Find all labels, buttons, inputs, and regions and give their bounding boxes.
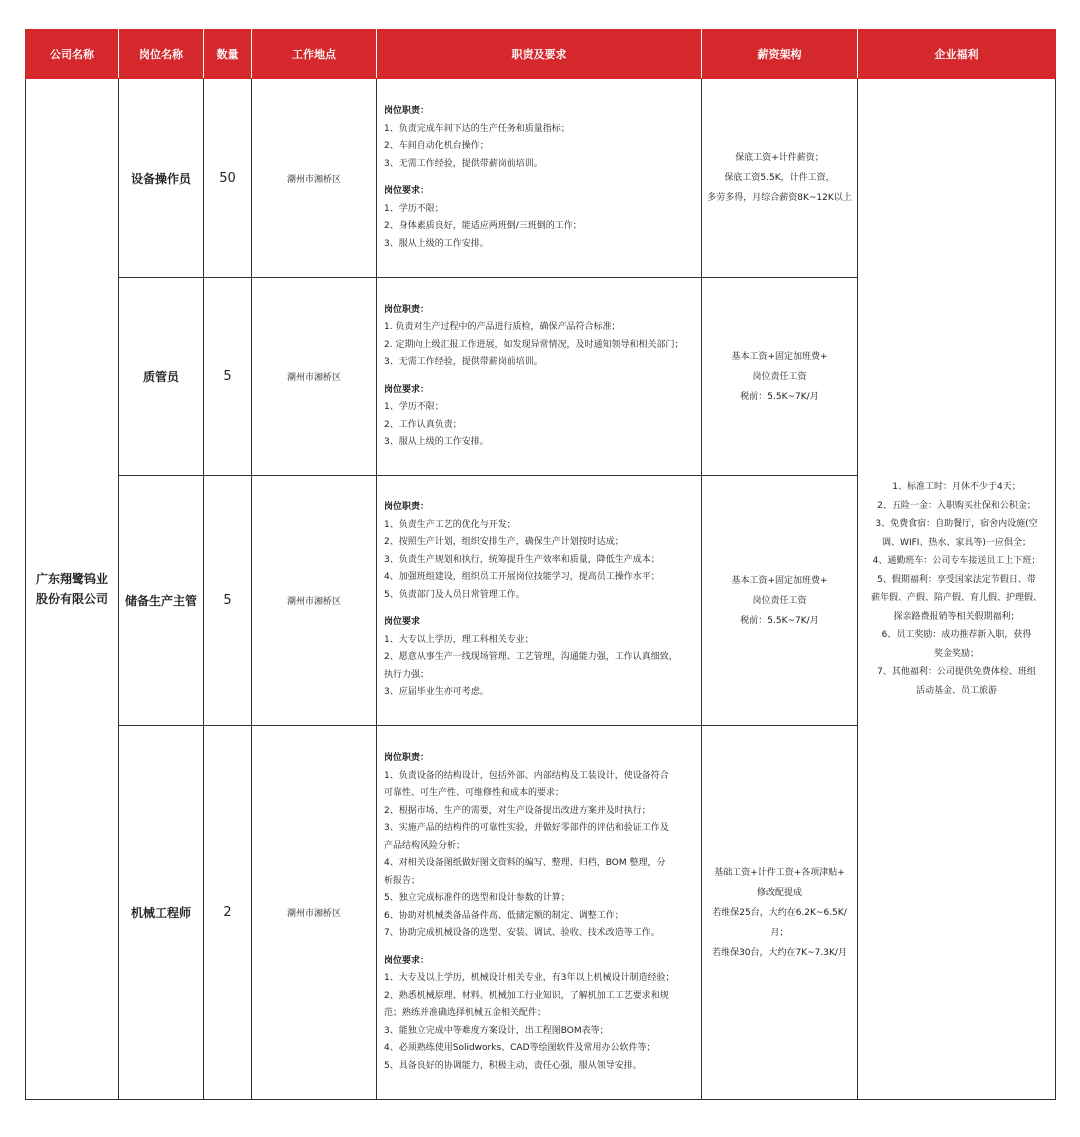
requirements-title: 岗位要求： [384, 955, 430, 966]
salary-line: 岗位责任工资 [752, 595, 807, 606]
duty-line: 1. 负责对生产过程中的产品进行质检，确保产品符合标准； [384, 322, 621, 332]
company-cell [26, 79, 119, 1100]
duty-line: 2、车间自动化机台操作； [384, 141, 489, 151]
requirement-line: 1、大专以上学历，理工科相关专业； [384, 634, 534, 645]
requirement-line: 3、应届毕业生亦可考虑。 [384, 687, 489, 698]
requirement-line: 2、愿意从事生产一线现场管理、工艺管理，沟通能力强，工作认真细致， [384, 652, 678, 663]
work-location: 潮州市湘桥区 [252, 726, 377, 1100]
salary-cell [702, 278, 858, 476]
requirement-line: 1、学历不限； [384, 203, 444, 214]
company-name-line: 广东翔鹭钨业 [35, 572, 108, 586]
duty-line: 2. 定期向上级汇报工作进展，如发现异常情况，及时通知领导和相关部门； [384, 339, 684, 350]
duty-line: 3、负责生产规划和执行，统筹提升生产效率和质量，降低生产成本； [384, 554, 660, 565]
benefit-line: 调、WIFI、热水、家具等)一应俱全； [882, 537, 1031, 548]
duties-title: 岗位职责： [384, 753, 430, 763]
benefit-line: 5、假期福利：享受国家法定节假日、带 [877, 574, 1036, 585]
duty-line: 7、协助完成机械设备的选型、安装、调试、验收、技术改造等工作。 [384, 928, 660, 938]
position-name: 机械工程师 [119, 726, 204, 1100]
duty-line: 1、负责设备的结构设计，包括外部、内部结构及工装设计，使设备符合 [384, 770, 669, 781]
benefit-line: 1、标准工时：月休不少于4天； [892, 482, 1021, 492]
benefit-line: 探亲路费报销等相关假期福利； [893, 611, 1020, 622]
requirement-line: 1、大专及以上学历，机械设计相关专业，有3年以上机械设计制造经验； [384, 973, 675, 983]
duties-cell [377, 79, 702, 278]
requirement-line: 2、工作认真负责； [384, 419, 462, 430]
duty-line: 析报告； [384, 875, 421, 886]
salary-line: 税前：5.5K~7K/月 [740, 615, 819, 626]
header-row [26, 30, 1056, 79]
salary-line: 保底工资+计件薪资； [735, 153, 824, 163]
requirement-line: 3、能独立完成中等难度方案设计，出工程图BOM表等； [384, 1025, 609, 1036]
requirement-line: 2、身体素质良好，能适应两班倒/三班倒的工作； [384, 221, 582, 231]
requirement-line: 执行力强； [384, 669, 430, 680]
position-name: 储备生产主管 [119, 476, 204, 726]
benefit-line: 3、免费食宿：自助餐厅，宿舍内设施(空 [875, 519, 1038, 529]
duty-line: 可靠性、可生产性、可维修性和成本的要求； [384, 788, 565, 798]
salary-line: 若维保30台，大约在7K~7.3K/月 [712, 947, 847, 958]
duty-line: 4、对相关设备图纸做好图文资料的编写、整理、归档，BOM 整理，分 [384, 858, 666, 868]
position-count: 5 [204, 278, 252, 476]
duty-line: 4、加强班组建设，组织员工开展岗位技能学习，提高员工操作水平； [384, 572, 660, 583]
duty-line: 1、负责生产工艺的优化与开发； [384, 519, 516, 530]
salary-cell [702, 476, 858, 726]
benefit-line: 7、其他福利：公司提供免费体检、班组 [877, 667, 1036, 677]
salary-line: 基本工资+固定加班费+ [731, 575, 828, 586]
requirement-line: 2、熟悉机械原理、材料、机械加工行业知识，了解机加工工艺要求和规 [384, 990, 669, 1001]
duty-line: 5、负责部门及人员日常管理工作。 [384, 589, 525, 600]
position-count: 50 [204, 79, 252, 278]
table-row [26, 79, 1056, 278]
salary-line: 多劳多得，月综合薪资8K~12K以上 [707, 193, 852, 203]
recruitment-table [25, 29, 1056, 1100]
position-count: 5 [204, 476, 252, 726]
requirement-line: 4、必须熟练使用Solidworks、CAD等绘图软件及常用办公软件等； [384, 1043, 656, 1053]
salary-line: 岗位责任工资 [752, 371, 807, 382]
requirement-line: 1、学历不限； [384, 402, 444, 412]
benefit-line: 活动基金、员工旅游 [915, 685, 997, 696]
salary-line: 修改配提成 [756, 887, 802, 898]
duties-cell [377, 726, 702, 1100]
position-name: 设备操作员 [119, 79, 204, 278]
duties-cell [377, 278, 702, 476]
work-location: 潮州市湘桥区 [252, 278, 377, 476]
requirement-line: 3、服从上级的工作安排。 [384, 437, 489, 447]
salary-line: 税前：5.5K~7K/月 [740, 391, 819, 402]
duty-line: 2、按照生产计划，组织安排生产，确保生产计划按时达成； [384, 537, 624, 548]
duty-line: 3、无需工作经验，提供带薪岗前培训。 [384, 357, 543, 367]
benefit-line: 薪年假、产假、陪产假、育儿假、护理假、 [870, 593, 1042, 603]
position-name: 质管员 [119, 278, 204, 476]
requirement-line: 5、具备良好的协调能力，积极主动，责任心强，服从领导安排。 [384, 1060, 642, 1071]
header-company: 公司名称 [26, 30, 119, 79]
duties-title: 岗位职责： [384, 106, 430, 116]
work-location: 潮州市湘桥区 [252, 476, 377, 726]
header-salary: 薪资架构 [702, 30, 858, 79]
duties-cell [377, 476, 702, 726]
position-count: 2 [204, 726, 252, 1100]
requirement-line: 范；熟练并准确选择机械五金相关配件； [384, 1008, 547, 1018]
salary-cell [702, 726, 858, 1100]
duty-line: 1、负责完成车间下达的生产任务和质量指标； [384, 123, 570, 134]
duty-line: 5、独立完成标准件的选型和设计参数的计算； [384, 893, 570, 903]
benefits-cell [858, 79, 1056, 1100]
duty-line: 2、根据市场、生产的需要，对生产设备提出改进方案并及时执行； [384, 805, 651, 816]
benefit-line: 4、通勤班车：公司专车接送员工上下班； [872, 556, 1041, 566]
duty-line: 6、协助对机械类备品备件高、低储定额的制定、调整工作； [384, 910, 624, 921]
header-location: 工作地点 [252, 30, 377, 79]
header-position: 岗位名称 [119, 30, 204, 79]
requirements-title: 岗位要求 [384, 617, 421, 628]
company-name-line: 股份有限公司 [35, 592, 108, 606]
header-count: 数量 [204, 30, 252, 79]
header-duties: 职责及要求 [377, 30, 702, 79]
salary-line: 保底工资5.5K，计件工资， [724, 173, 835, 183]
duty-line: 3、无需工作经验，提供带薪岗前培训。 [384, 158, 543, 169]
salary-line: 基础工资+计件工资+各项津贴+ [714, 867, 845, 878]
benefit-line: 奖金奖励； [933, 648, 979, 659]
duties-title: 岗位职责： [384, 304, 430, 315]
duty-line: 3、实施产品的结构件的可靠性实验，并做好零部件的评估和验证工作及 [384, 823, 669, 833]
salary-line: 基本工资+固定加班费+ [731, 351, 828, 362]
requirements-title: 岗位要求： [384, 186, 430, 196]
duties-title: 岗位职责： [384, 502, 430, 513]
requirement-line: 3、服从上级的工作安排。 [384, 238, 489, 249]
work-location: 潮州市湘桥区 [252, 79, 377, 278]
requirements-title: 岗位要求： [384, 384, 430, 395]
benefit-line: 2、五险一金：入职购买社保和公积金； [877, 500, 1036, 511]
salary-cell [702, 79, 858, 278]
duty-line: 产品结构风险分析； [384, 840, 466, 851]
benefit-line: 6、员工奖励：成功推荐新入职，获得 [881, 630, 1032, 640]
header-benefits: 企业福利 [858, 30, 1056, 79]
salary-line: 若维保25台，大约在6.2K~6.5K/月； [712, 907, 847, 938]
